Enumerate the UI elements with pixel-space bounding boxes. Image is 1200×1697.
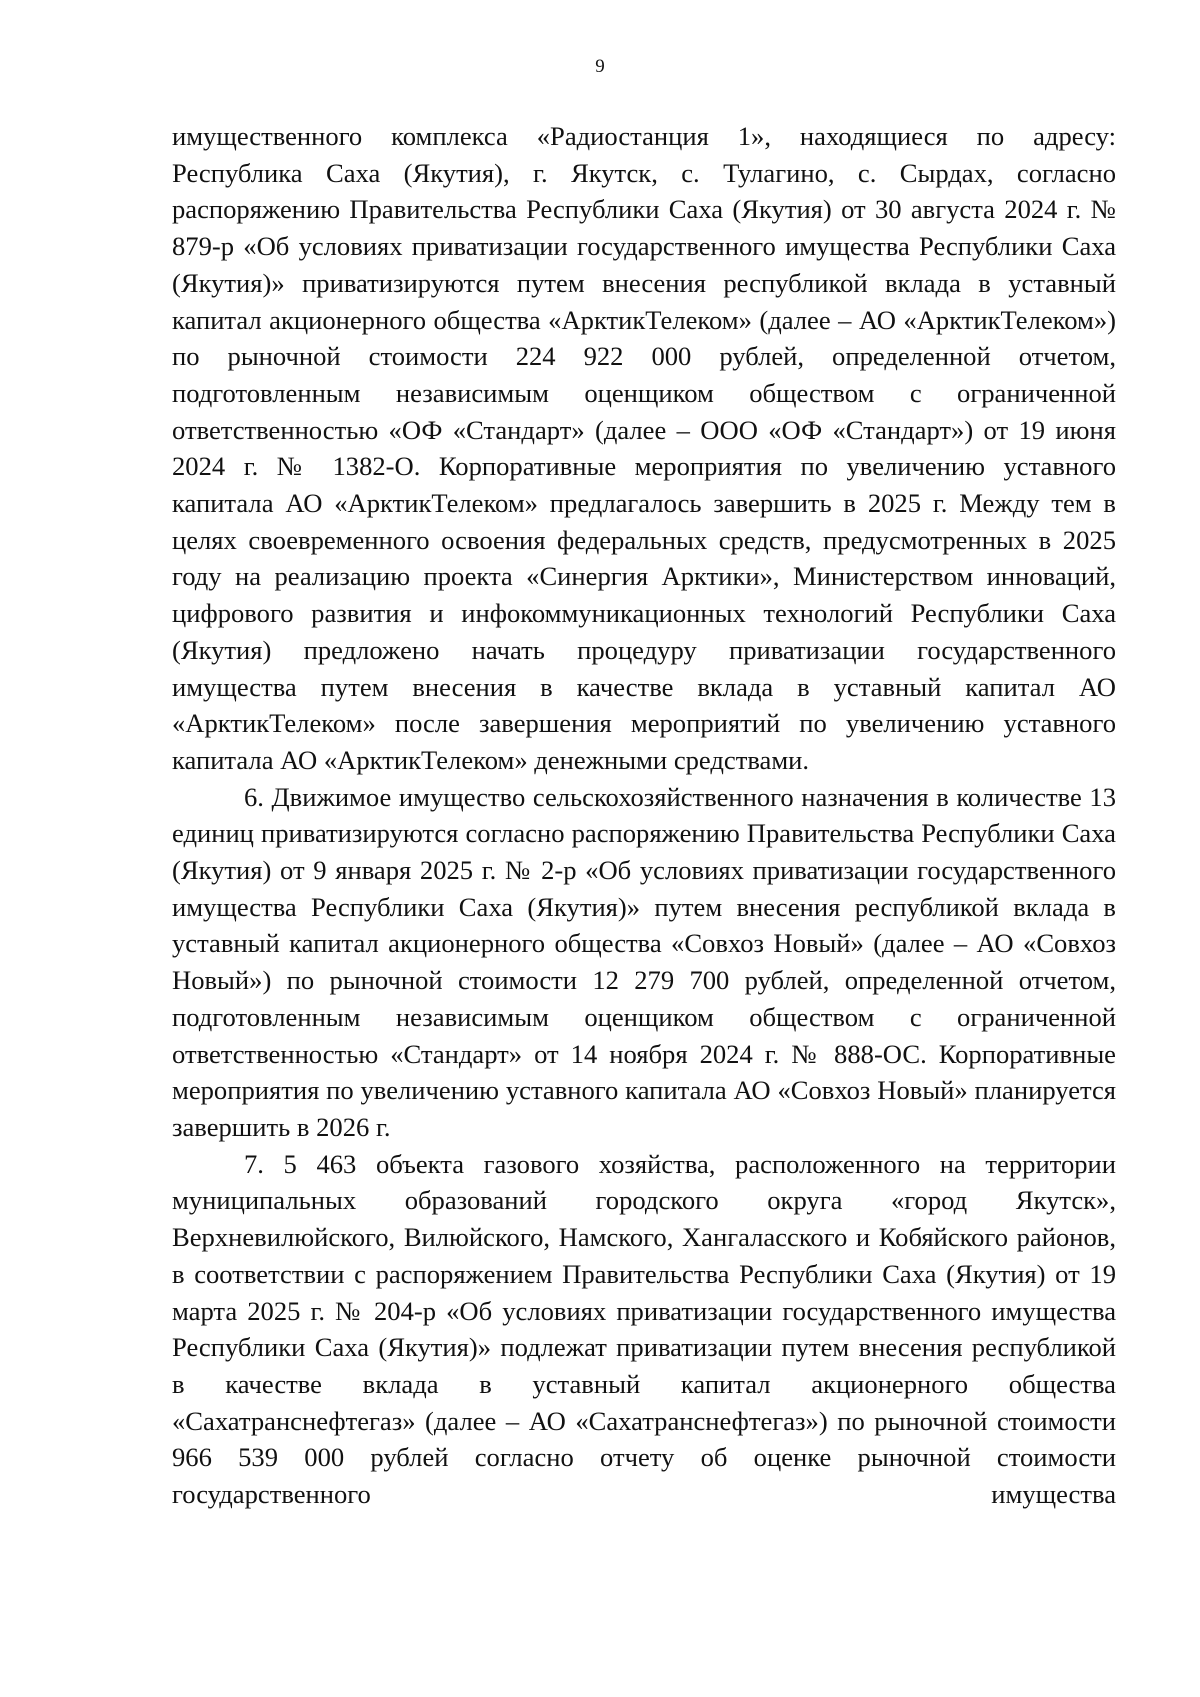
paragraph-continuation: имущественного комплекса «Радиостанция 1», находящиеся по адресу: Республика Саха (Якутия), г. Якутск, с. Тулагино, с. Сырдах, согласно распоряжению Правительства Республики Саха (Якутия) от 30 августа 2024 г. № 879-р «Об условиях приватизации государственного имущества Республики Саха (Якутия)» приватизируются путем внесения республикой вклада в уставный капитал акционерного общества «АрктикТелеком» (далее – АО «АрктикТелеком») по рыночной стоимости 224 922 000 рублей, определенной отчетом, подготовленным независимым оценщиком обществом с ограниченной ответственностью «ОФ «Стандарт» (далее – ООО «ОФ «Стандарт») от 19 июня 2024 г. № 1382-О. Корпоративные мероприятия по увеличению уставного капитала АО «АрктикТелеком» предлагалось завершить в 2025 г. Между тем в целях своевременного освоения федеральных средств, предусмотренных в 2025 году на реализацию проекта «Синергия Арктики», Министерством инноваций, цифрового развития и инфокоммуникационных технологий Республики Саха (Якутия) предложено начать процедуру приватизации государственного имущества путем внесения в качестве вклада в уставный капитал АО «АрктикТелеком» после завершения мероприятий по увеличению уставного капитала АО «АрктикТелеком» денежными средствами.: [172, 121, 1116, 775]
paragraph-item-6: 6. Движимое имущество сельскохозяйственного назначения в количестве 13 единиц приватизируются согласно распоряжению Правительства Республики Саха (Якутия) от 9 января 2025 г. № 2-р «Об условиях приватизации государственного имущества Республики Саха (Якутия)» путем внесения республикой вклада в уставный капитал акционерного общества «Совхоз Новый» (далее – АО «Совхоз Новый») по рыночной стоимости 12 279 700 рублей, определенной отчетом, подготовленным независимым оценщиком обществом с ограниченной ответственностью «Стандарт» от 14 ноября 2024 г. № 888-ОС. Корпоративные мероприятия по увеличению уставного капитала АО «Совхоз Новый» планируется завершить в 2026 г.: [172, 781, 1116, 1142]
paragraph-item-7: 7. 5 463 объекта газового хозяйства, расположенного на территории муниципальных образований городского округа «город Якутск», Верхневилюйского, Вилюйского, Намского, Хангаласского и Кобяйского районов, в соответствии с распоряжением Правительства Республики Саха (Якутия) от 19 марта 2025 г. № 204-р «Об условиях приватизации государственного имущества Республики Саха (Якутия)» подлежат приватизации путем внесения республикой в качестве вклада в уставный капитал акционерного общества «Сахатранснефтегаз» (далее – АО «Сахатранснефтегаз») по рыночной стоимости 966 539 000 рублей согласно отчету об оценке рыночной стоимости государственного имущества: [172, 1148, 1116, 1510]
document-body: [172, 118, 1116, 1513]
page-number: 9: [595, 56, 605, 77]
